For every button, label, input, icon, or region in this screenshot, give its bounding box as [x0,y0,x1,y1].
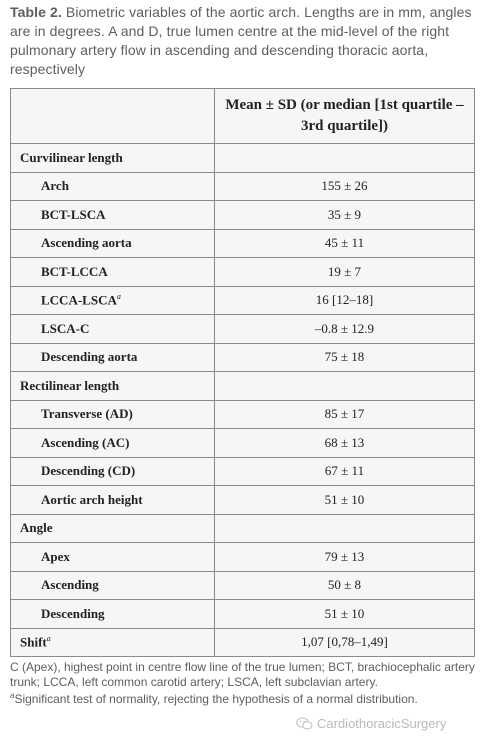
empty-cell [215,144,475,173]
table-row [11,343,475,372]
footnote-marker: a [10,691,15,701]
row-label: Apex [11,543,215,572]
table-row [11,258,475,287]
row-value: 50 ± 8 [215,571,475,600]
row-value: 155 ± 26 [215,172,475,201]
table-caption-label: Table 2. [10,4,62,20]
row-value: 67 ± 11 [215,457,475,486]
row-value: 75 ± 18 [215,343,475,372]
table-row [11,486,475,515]
row-label: BCT-LCCA [11,258,215,287]
row-label: BCT-LSCA [11,201,215,230]
row-value: 1,07 [0,78–1,49] [215,628,475,657]
table-footnote [10,660,476,707]
table-row [11,543,475,572]
footnote-normality-text: Significant test of normality, rejecting the hypothesis of a normal distribution. [14,692,418,707]
row-value: 68 ± 13 [215,429,475,458]
table-caption-text: Biometric variables of the aortic arch. Lengths are in mm, angles are in degrees. A and D, true lumen centre at the mid-level of the right pulmonary artery flow in ascending and descending thoracic aorta, respectively [10,4,472,77]
footnote-abbreviations: C (Apex), highest point in centre flow line of the true lumen; BCT, brachiocephalic artery trunk; LCCA, left common carotid artery; LSCA, left subclavian artery. [10,660,475,689]
table-row [11,571,475,600]
table-row [11,201,475,230]
section-title: Rectilinear length [11,372,215,401]
row-value: 79 ± 13 [215,543,475,572]
row-value: 16 [12–18] [215,286,475,315]
row-label: Descending (CD) [11,457,215,486]
table-row [11,600,475,629]
section-title: Angle [11,514,215,543]
table-row [11,400,475,429]
table-row [11,286,475,315]
row-value: 45 ± 11 [215,229,475,258]
header-value-cell: Mean ± SD (or median [1st quartile – 3rd quartile]) [215,89,475,144]
table-row [11,229,475,258]
row-value: 51 ± 10 [215,486,475,515]
table-caption [10,3,474,79]
row-label: Shift [20,634,47,650]
row-label: Aortic arch height [11,486,215,515]
row-value: 35 ± 9 [215,201,475,230]
header-empty-cell [11,89,215,144]
row-label: Ascending [11,571,215,600]
row-label: LCCA-LSCA [41,292,117,308]
table-row [11,457,475,486]
section-row-rectilinear [11,372,475,401]
row-label: Ascending aorta [11,229,215,258]
table-header-row [11,89,475,144]
biometric-table [10,88,475,657]
table-row [11,429,475,458]
row-label: Transverse (AD) [11,400,215,429]
row-label-with-note [11,628,215,657]
section-title: Curvilinear length [11,144,215,173]
row-value: 19 ± 7 [215,258,475,287]
table-row [11,315,475,344]
row-label-with-note [11,286,215,315]
watermark [296,716,446,731]
footnote-marker: a [116,292,121,302]
row-value: 85 ± 17 [215,400,475,429]
footnote-normality [10,689,476,707]
footnote-marker: a [46,634,51,644]
shift-row [11,628,475,657]
section-row-angle [11,514,475,543]
wechat-icon [296,717,313,730]
row-label: Arch [11,172,215,201]
row-value: –0.8 ± 12.9 [215,315,475,344]
row-label: LSCA-C [11,315,215,344]
row-label: Descending [11,600,215,629]
empty-cell [215,514,475,543]
section-row-curvilinear [11,144,475,173]
row-value: 51 ± 10 [215,600,475,629]
watermark-text: CardiothoracicSurgery [317,716,447,731]
empty-cell [215,372,475,401]
table-row [11,172,475,201]
row-label: Ascending (AC) [11,429,215,458]
row-label: Descending aorta [11,343,215,372]
